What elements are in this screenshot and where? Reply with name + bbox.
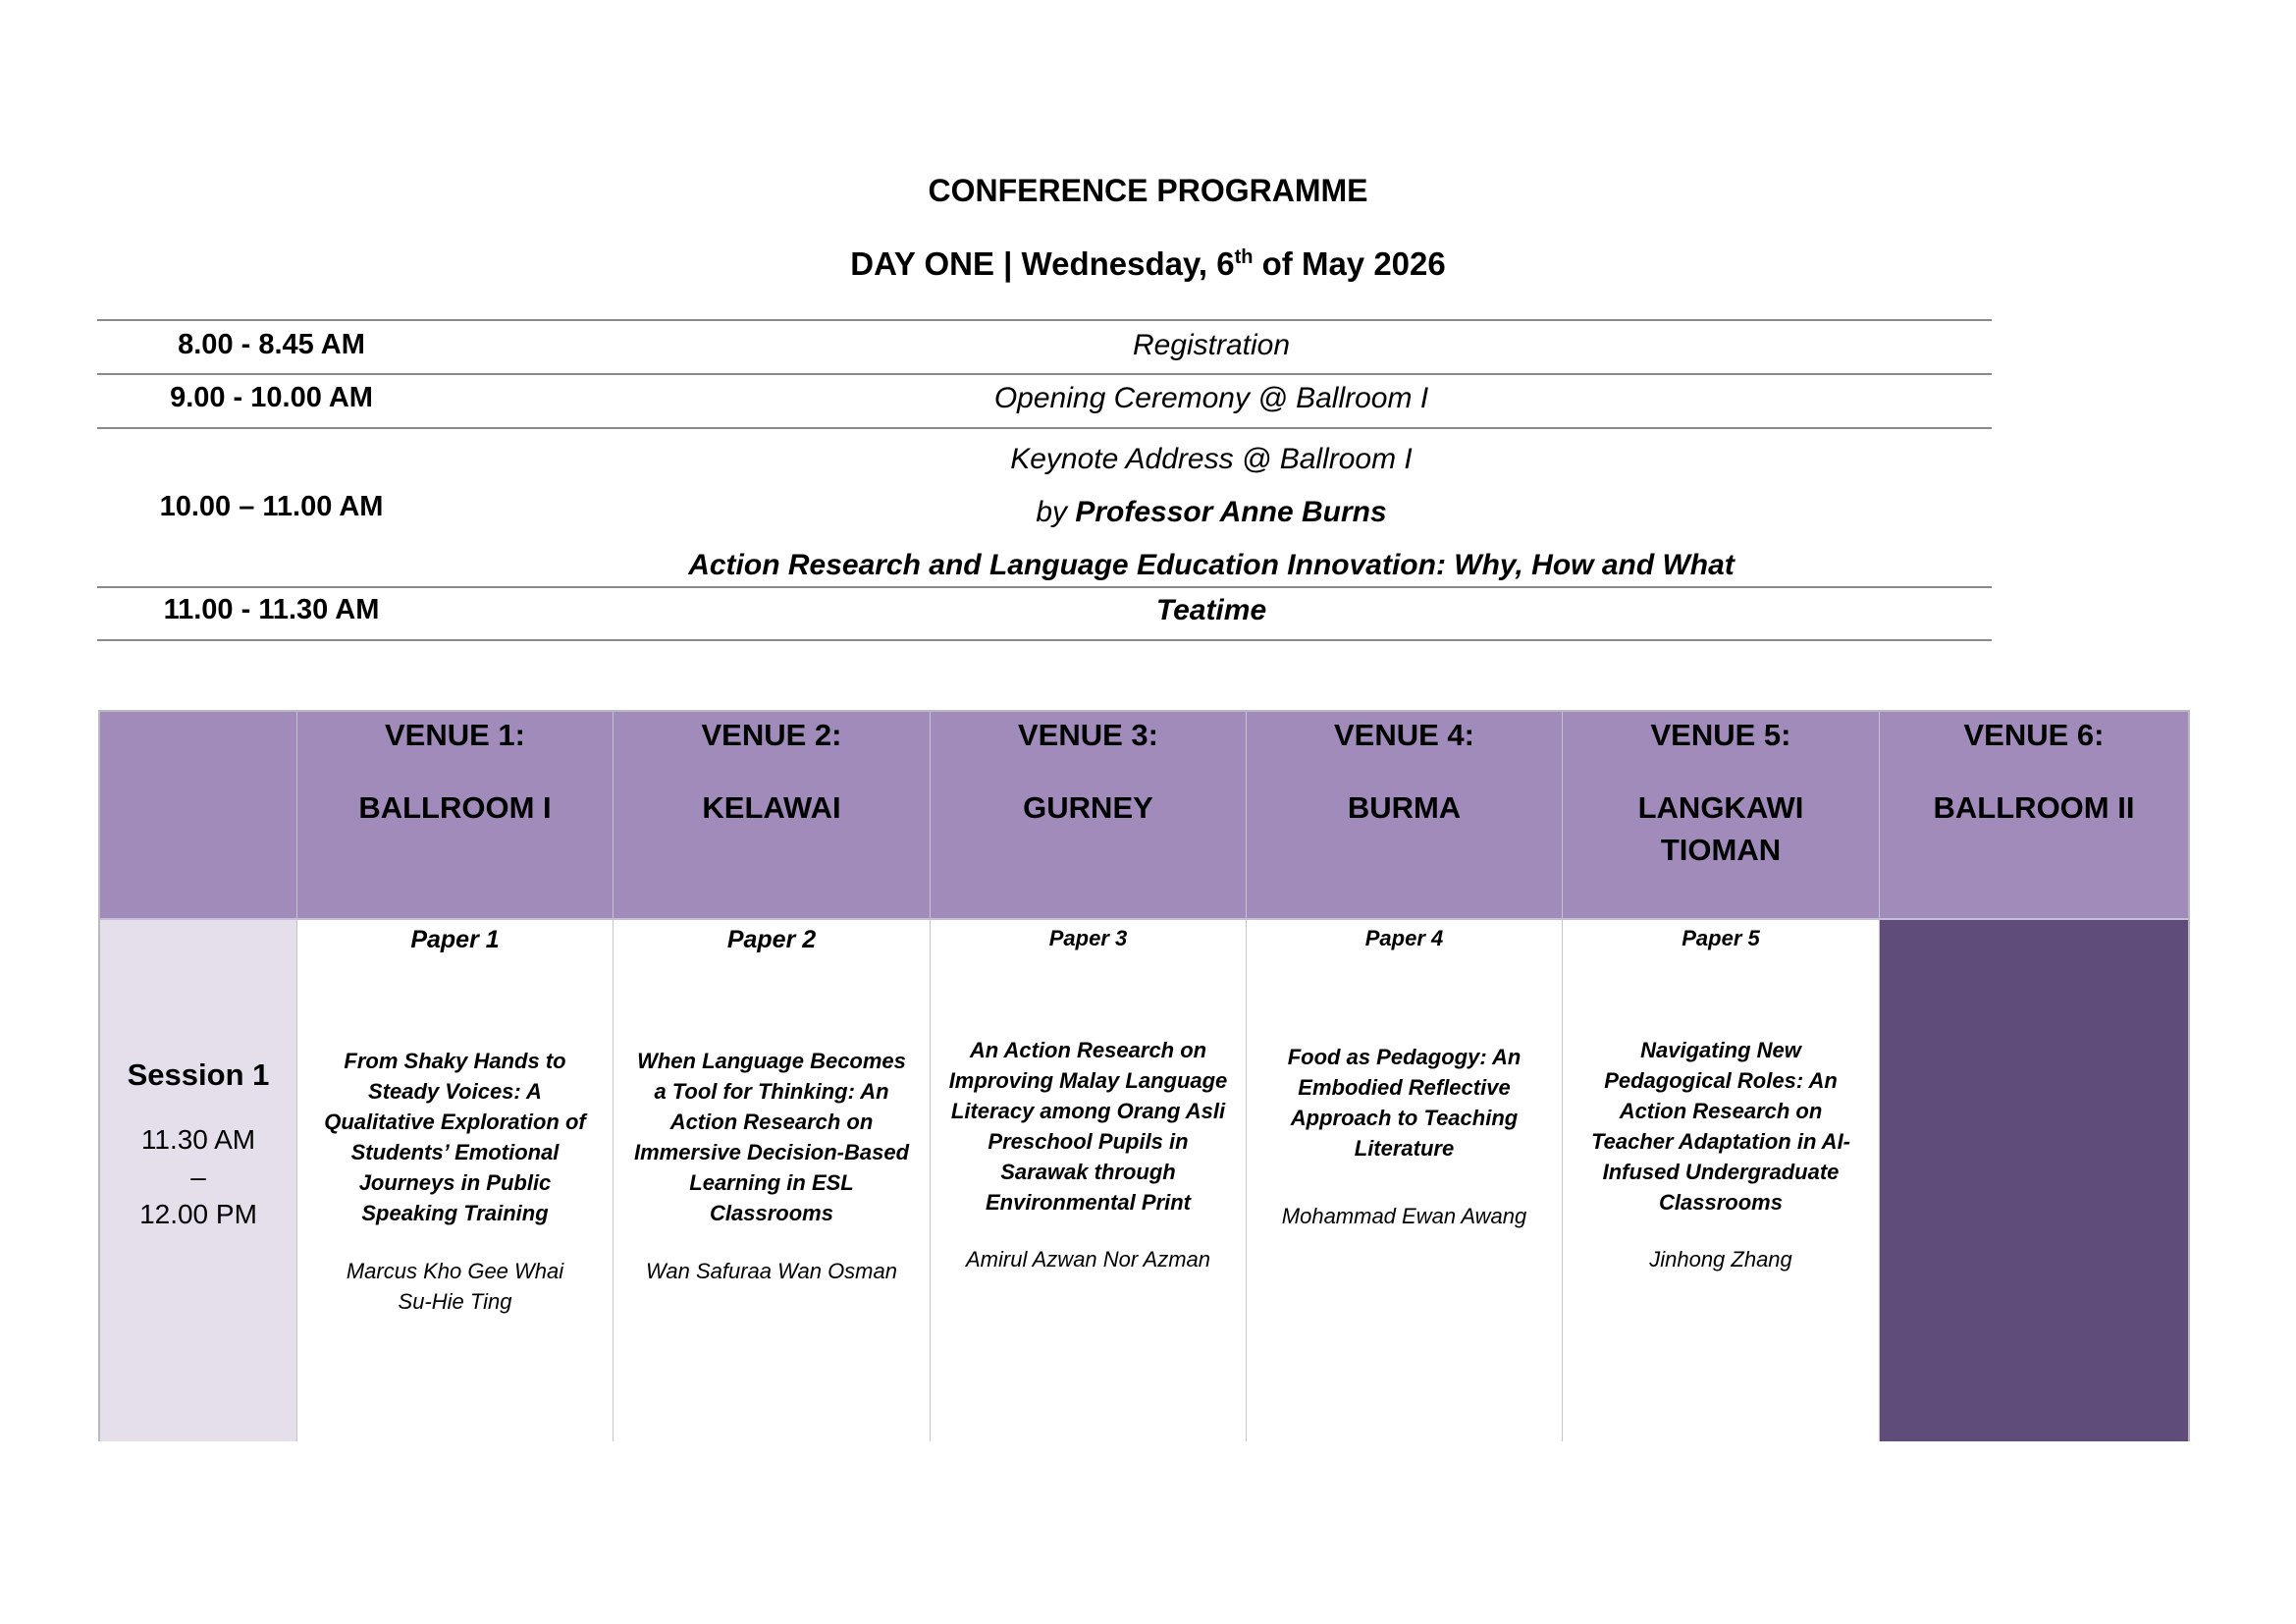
day-heading (0, 245, 2296, 283)
venue-header-1 (297, 712, 614, 920)
venue-header-4 (1247, 712, 1563, 920)
venue-name: KELAWAI (702, 790, 841, 825)
session-end: 12.00 PM (139, 1199, 257, 1229)
agenda-row-keynote (97, 427, 1992, 586)
paper-cell-5 (1563, 920, 1880, 1441)
venue-header-3 (931, 712, 1247, 920)
paper-cell-1 (297, 920, 614, 1441)
paper-cell-2 (614, 920, 931, 1441)
paper-authors: Mohammad Ewan Awang (1281, 1204, 1527, 1228)
paper-cell-3 (931, 920, 1247, 1441)
paper-label: Paper 3 (1048, 926, 1128, 950)
paper-label: Paper 1 (410, 926, 500, 953)
venue-name: BALLROOM II (1933, 790, 2135, 825)
venue-name: GURNEY (1023, 790, 1153, 825)
paper-cell-4 (1247, 920, 1563, 1441)
keynote-event: Keynote Address @ Ballroom I (1010, 443, 1413, 475)
paper-title: Navigating New Pedagogical Roles: An Action Research on Teacher Adaptation in AI-Infused Undergraduate Classrooms (1590, 1038, 1851, 1215)
venue-schedule-grid (98, 710, 2190, 1441)
agenda-table (97, 319, 1992, 641)
keynote-talk-title: Action Research and Language Education Innovation: Why, How and What (688, 549, 1735, 581)
agenda-event: Teatime (1155, 594, 1267, 626)
agenda-row (97, 319, 1992, 373)
venue-header-5 (1563, 712, 1880, 920)
venue-number: VENUE 2: (701, 718, 842, 752)
paper-title: Food as Pedagogy: An Embodied Reflective Approach to Teaching Literature (1287, 1045, 1522, 1161)
session-start: 11.30 AM (140, 1124, 256, 1155)
paper-authors: Wan Safuraa Wan Osman (646, 1259, 897, 1283)
venue-number: VENUE 3: (1018, 718, 1158, 752)
venue-name: BURMA (1347, 790, 1462, 825)
paper-title: When Language Becomes a Tool for Thinking: An Action Research on Immersive Decision-Based Learning in ESL Classrooms (633, 1049, 910, 1225)
venue-name: BALLROOM I (358, 790, 552, 825)
paper-authors: Marcus Kho Gee Whai Su-Hie Ting (346, 1259, 564, 1314)
session-separator: – (190, 1162, 206, 1192)
venue-number: VENUE 1: (385, 718, 525, 752)
agenda-time: 11.00 - 11.30 AM (163, 594, 380, 625)
venue-6-empty-cell (1880, 920, 2188, 1441)
agenda-row (97, 373, 1992, 427)
programme-title: CONFERENCE PROGRAMME (928, 173, 1368, 208)
day-ordinal-suffix: th (1234, 246, 1254, 268)
keynote-speaker: Professor Anne Burns (1075, 496, 1387, 528)
paper-label: Paper 4 (1364, 926, 1444, 950)
corner-header-cell (100, 712, 297, 920)
venue-header-6 (1880, 712, 2188, 920)
session-cell (100, 920, 297, 1441)
paper-title: An Action Research on Improving Malay Language Literacy among Orang Asli Preschool Pupils in Sarawak through Environmental Print (948, 1038, 1228, 1215)
paper-authors: Amirul Azwan Nor Azman (966, 1247, 1210, 1272)
paper-label: Paper 5 (1682, 926, 1760, 950)
agenda-time: 8.00 - 8.45 AM (178, 329, 365, 360)
agenda-event: Registration (1132, 329, 1291, 361)
day-rest: of May 2026 (1253, 245, 1446, 282)
venue-number: VENUE 4: (1334, 718, 1474, 752)
keynote-speaker-line (431, 486, 1992, 539)
session-time (100, 1121, 296, 1233)
venue-number: VENUE 5: (1650, 718, 1791, 752)
venue-number: VENUE 6: (1963, 718, 2105, 752)
agenda-time: 10.00 – 11.00 AM (159, 491, 384, 522)
keynote-speaker-prefix: by (1036, 496, 1076, 528)
keynote-details (431, 433, 1992, 592)
paper-authors: Jinhong Zhang (1649, 1247, 1792, 1272)
agenda-time: 9.00 - 10.00 AM (170, 382, 373, 413)
session-label: Session 1 (127, 1057, 270, 1092)
paper-title: From Shaky Hands to Steady Voices: A Qualitative Exploration of Students’ Emotional Journeys in Public Speaking Training (324, 1049, 586, 1225)
agenda-event: Opening Ceremony @ Ballroom I (993, 382, 1429, 414)
venue-header-2 (614, 712, 931, 920)
day-label: DAY ONE | Wednesday, 6 (850, 245, 1235, 282)
venue-name: LANGKAWI TIOMAN (1637, 790, 1804, 867)
paper-label: Paper 2 (726, 926, 817, 953)
agenda-row (97, 586, 1992, 641)
